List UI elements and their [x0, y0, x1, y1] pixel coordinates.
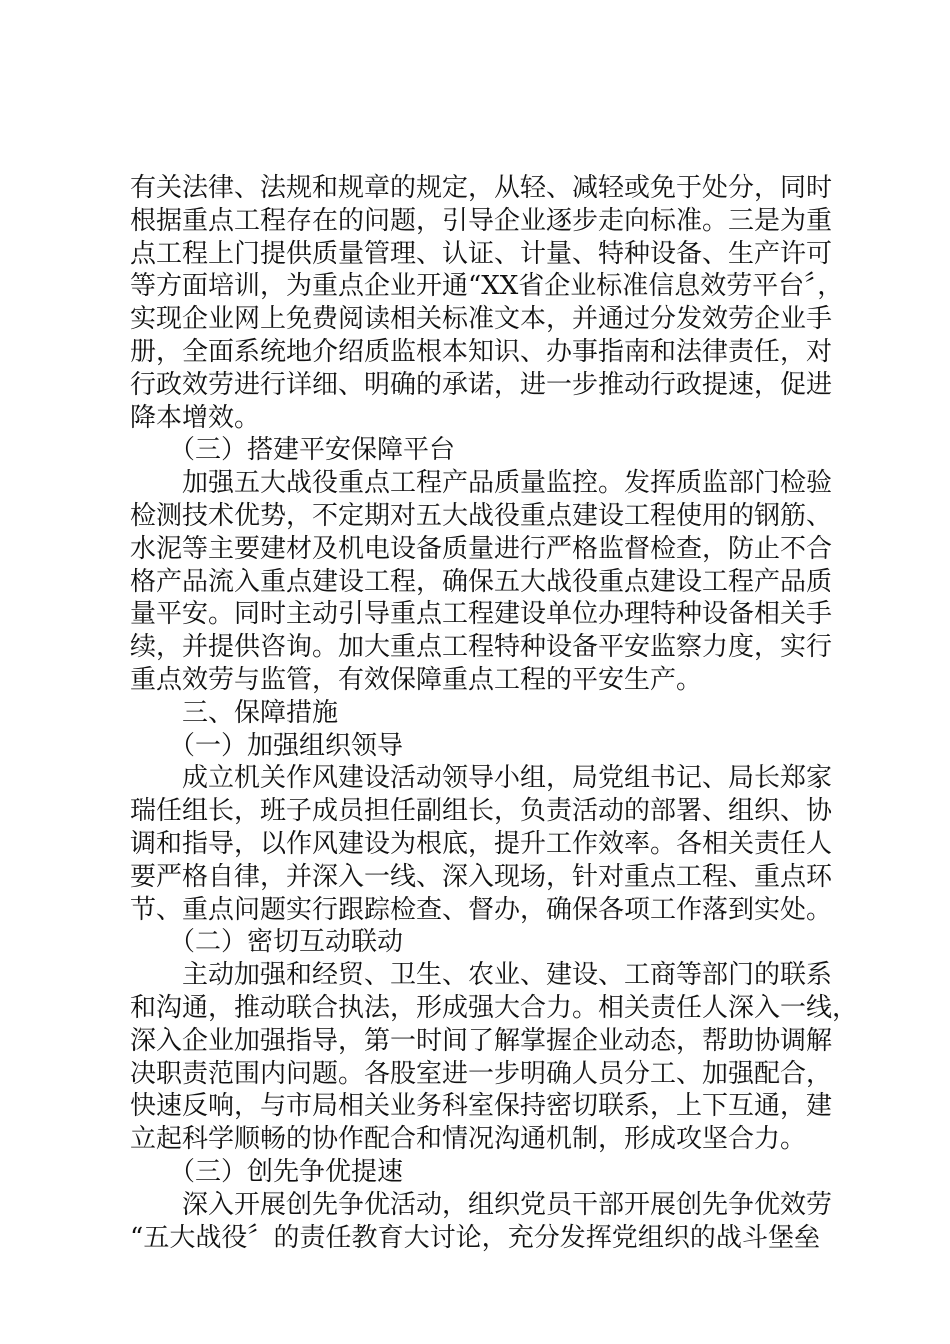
text-line: 节、重点问题实行跟踪检查、督办，确保各项工作落到实处。: [130, 894, 833, 925]
text-line: 格产品流入重点建设工程，确保五大战役重点建设工程产品质: [130, 566, 833, 597]
text-line: 和沟通，推动联合执法，形成强大合力。相关责任人深入一线，: [130, 992, 859, 1023]
document-page: [130, 172, 859, 1254]
section-heading: 三、保障措施: [130, 697, 339, 728]
text-line: 降本增效。: [130, 402, 261, 433]
text-line: 点工程上门提供质量管理、认证、计量、特种设备、生产许可: [130, 238, 833, 269]
text-line: 深入开展创先争优活动，组织党员干部开展创先争优效劳: [130, 1189, 833, 1220]
text-line: 深入企业加强指导，第一时间了解掌握企业动态，帮助协调解: [130, 1025, 833, 1056]
text-line: 调和指导，以作风建设为根底，提升工作效率。各相关责任人: [130, 828, 833, 859]
text-line: 等方面培训，为重点企业开通“XX省企业标准信息效劳平台〞，: [130, 271, 844, 302]
text-line: 水泥等主要建材及机电设备质量进行严格监督检查，防止不合: [130, 533, 833, 564]
text-line: 快速反响，与市局相关业务科室保持密切联系，上下互通，建: [130, 1091, 833, 1122]
text-line: 续，并提供咨询。加大重点工程特种设备平安监察力度，实行: [130, 632, 833, 663]
text-line: 行政效劳进行详细、明确的承诺，进一步推动行政提速，促进: [130, 369, 833, 400]
section-heading: （二）密切互动联动: [130, 927, 404, 958]
text-line: 量平安。同时主动引导重点工程建设单位办理特种设备相关手: [130, 599, 833, 630]
text-line: 加强五大战役重点工程产品质量监控。发挥质监部门检验: [130, 468, 833, 499]
section-heading: （三）创先争优提速: [130, 1156, 404, 1187]
text-line: 成立机关作风建设活动领导小组，局党组书记、局长郑家: [130, 763, 833, 794]
text-line: 册，全面系统地介绍质监根本知识、办事指南和法律责任，对: [130, 336, 833, 367]
text-line: 要严格自律，并深入一线、深入现场，针对重点工程、重点环: [130, 861, 833, 892]
text-line: 根据重点工程存在的问题，引导企业逐步走向标准。三是为重: [130, 205, 833, 236]
section-heading: （三）搭建平安保障平台: [130, 435, 456, 466]
text-line: 立起科学顺畅的协作配合和情况沟通机制，形成攻坚合力。: [130, 1124, 807, 1155]
text-line: 检测技术优势，不定期对五大战役重点建设工程使用的钢筋、: [130, 500, 833, 531]
text-line: “五大战役〞的责任教育大讨论，充分发挥党组织的战斗堡垒: [130, 1222, 820, 1253]
text-line: 实现企业网上免费阅读相关标准文本，并通过分发效劳企业手: [130, 304, 833, 335]
text-line: 有关法律、法规和规章的规定，从轻、减轻或免于处分，同时: [130, 173, 833, 203]
text-line: 重点效劳与监管，有效保障重点工程的平安生产。: [130, 664, 703, 695]
text-line: 瑞任组长，班子成员担任副组长，负责活动的部署、组织、协: [130, 796, 833, 827]
text-line: 决职责范围内问题。各股室进一步明确人员分工、加强配合，: [130, 1058, 833, 1089]
section-heading: （一）加强组织领导: [130, 730, 404, 761]
text-line: 主动加强和经贸、卫生、农业、建设、工商等部门的联系: [130, 960, 833, 991]
